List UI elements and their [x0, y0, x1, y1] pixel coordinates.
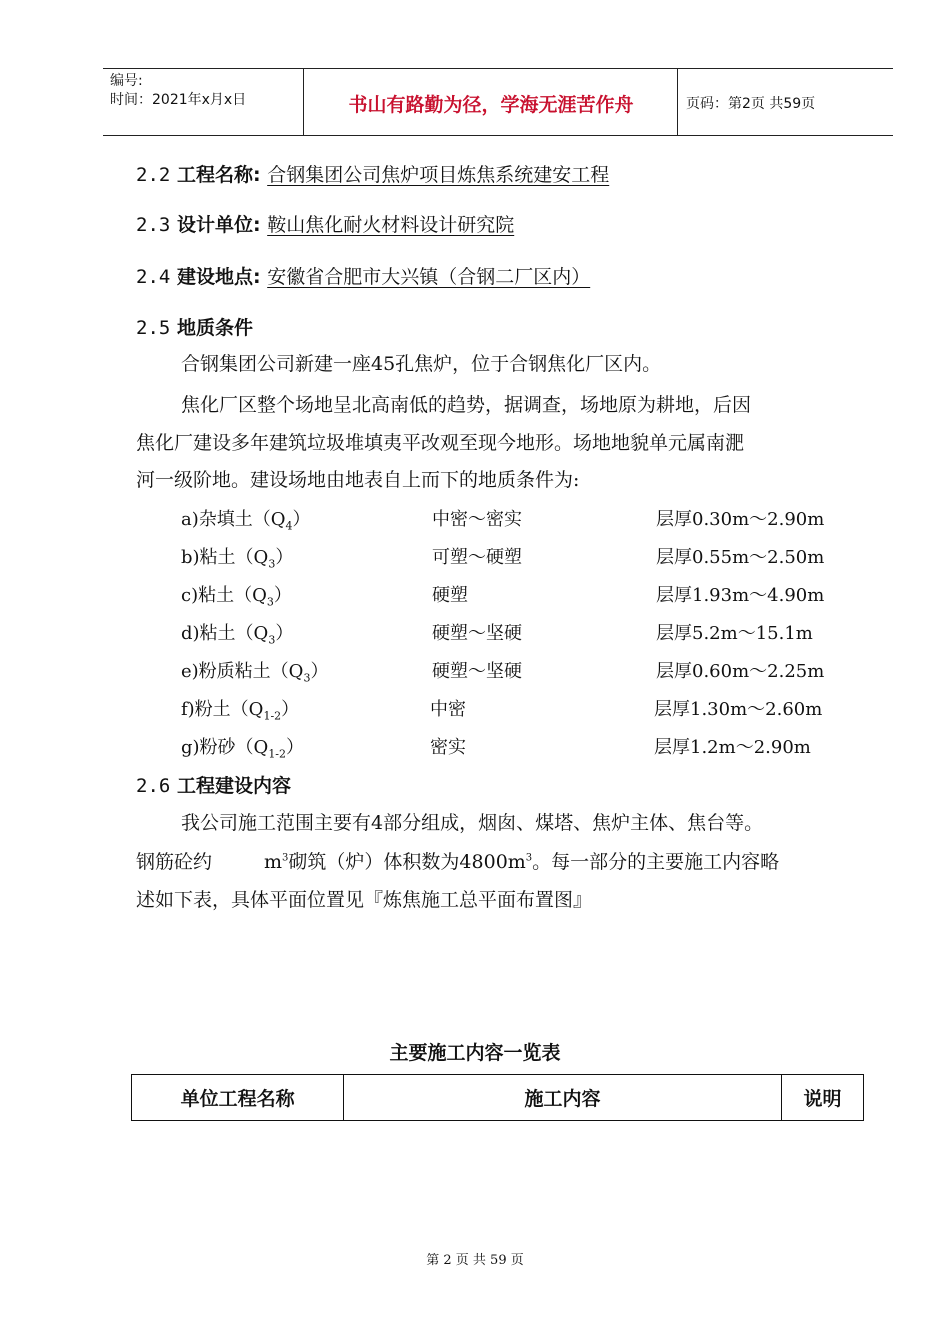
project-name: 合钢集团公司焦炉项目炼焦系统建安工程: [267, 164, 610, 186]
column-header-remarks: 说明: [781, 1075, 863, 1121]
construction-site: 安徽省合肥市大兴镇（合钢二厂区内）: [267, 266, 591, 288]
section-2-5: [136, 313, 253, 340]
soil-layer-thickness: 层厚1.2m～2.90m: [654, 737, 811, 758]
soil-layer-thickness: 层厚1.30m～2.60m: [654, 699, 823, 720]
soil-layer-density: 中密～密实: [432, 509, 522, 530]
soil-layer-density: 中密: [430, 699, 466, 720]
header-top-rule: [103, 68, 893, 69]
content-paragraph-line-1: 我公司施工范围主要有4部分组成，烟囱、煤塔、焦炉主体、焦台等。: [181, 812, 764, 834]
soil-layer-density: 可塑～硬塑: [432, 547, 522, 568]
section-number: 2.5: [136, 317, 171, 339]
section-label: 工程建设内容: [176, 775, 291, 797]
column-header-content: 施工内容: [344, 1075, 782, 1121]
doc-time-label: 时间：2021年x月x日: [110, 92, 247, 108]
header-bottom-rule: [103, 135, 893, 136]
content-paragraph-line-3: 述如下表，具体平面位置见『炼焦施工总平面布置图』: [136, 889, 593, 911]
geology-paragraph-2-line-2: 焦化厂建设多年建筑垃圾堆填夷平改观至现今地形。场地地貌单元属南淝: [136, 432, 745, 454]
soil-layer-density: 硬塑: [432, 585, 468, 606]
section-label: 设计单位:: [176, 214, 261, 236]
soil-layer-thickness: 层厚0.60m～2.25m: [656, 661, 825, 682]
section-2-3: [136, 210, 514, 237]
section-number: 2.4: [136, 266, 171, 288]
header-page-info: 页码：第2页 共59页: [686, 96, 816, 112]
section-label: 建设地点:: [176, 266, 261, 288]
soil-layer-name: d)粘土$(Q_3)$: [181, 623, 294, 647]
section-number: 2.3: [136, 214, 171, 236]
soil-layer-thickness: 层厚1.93m～4.90m: [656, 585, 825, 606]
soil-layer-name: b)粘土$(Q_3)$: [181, 547, 294, 571]
soil-layer-thickness: 层厚0.30m～2.90m: [656, 509, 825, 530]
soil-layer-name: c)粘土$(Q_3)$: [181, 585, 292, 609]
soil-layer-name: a)杂填土$(Q_4)$: [181, 509, 311, 533]
doc-code-label: 编号:: [110, 73, 143, 89]
section-number: 2.2: [136, 164, 171, 186]
header-meta: [110, 72, 246, 110]
section-2-4: [136, 262, 590, 289]
content-paragraph-line-2: 钢筋砼约 $m^3$砌筑（炉）体积数为$4800m^3$。每一部分的主要施工内容略: [136, 851, 780, 873]
section-2-6: [136, 771, 291, 798]
header-motto: 书山有路勤为径，学海无涯苦作舟: [348, 94, 634, 116]
section-number: 2.6: [136, 775, 171, 797]
soil-layer-name: f)粉土$(Q_{1-2})$: [181, 699, 300, 723]
section-label: 工程名称:: [176, 164, 261, 186]
soil-layer-density: 硬塑～坚硬: [432, 661, 522, 682]
page-footer: 第 2 页 共 59 页: [426, 1253, 524, 1268]
section-label: 地质条件: [176, 317, 253, 339]
soil-layer-thickness: 层厚5.2m～15.1m: [656, 623, 813, 644]
soil-layer-name: e)粉质粘土$(Q_3)$: [181, 661, 329, 685]
column-header-unit-name: 单位工程名称: [132, 1075, 344, 1121]
geology-paragraph-1: 合钢集团公司新建一座45孔焦炉，位于合钢焦化厂区内。: [181, 353, 662, 375]
section-2-2: [136, 160, 609, 187]
soil-layer-name: g)粉砂$(Q_{1-2})$: [181, 737, 305, 761]
soil-layer-density: 密实: [430, 737, 466, 758]
soil-layer-thickness: 层厚0.55m～2.50m: [656, 547, 825, 568]
geology-paragraph-2-line-3: 河一级阶地。建设场地由地表自上而下的地质条件为:: [136, 469, 580, 491]
table-header-row: [132, 1075, 864, 1121]
soil-layer-density: 硬塑～坚硬: [432, 623, 522, 644]
table-title: 主要施工内容一览表: [389, 1042, 561, 1064]
geology-paragraph-2-line-1: 焦化厂区整个场地呈北高南低的趋势，据调查，场地原为耕地，后因: [181, 394, 752, 416]
construction-content-table: [131, 1074, 864, 1121]
design-unit: 鞍山焦化耐火材料设计研究院: [267, 214, 515, 236]
